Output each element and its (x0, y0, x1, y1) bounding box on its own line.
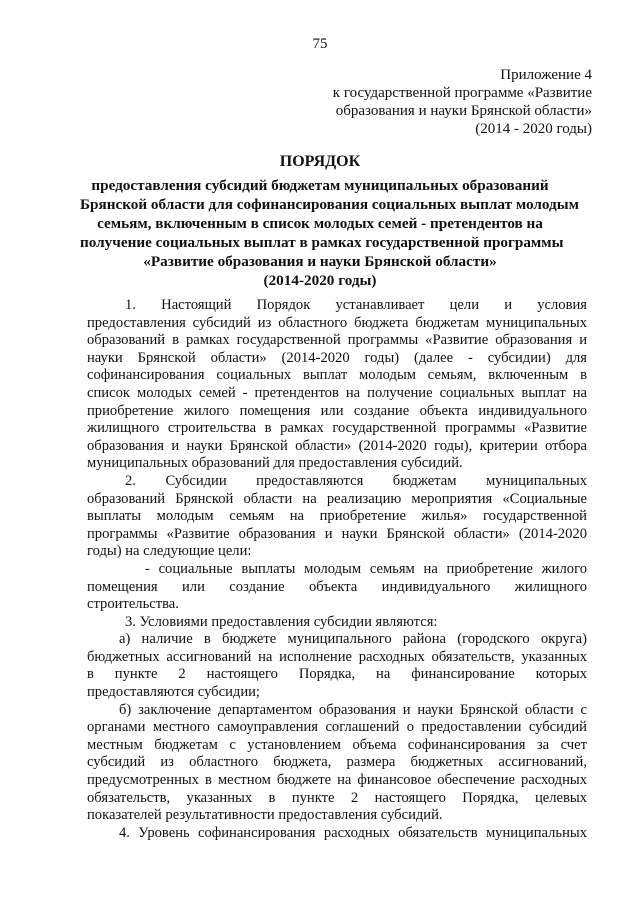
body-line: образований Брянской области на реализацию мероприятия «Социальные (87, 490, 587, 507)
body-line: жилищного строительства в рамках государственной программы «Развитие (87, 420, 587, 437)
subtitle-line: семьям, включенным в список молодых семей - претендентов на (97, 215, 543, 232)
body-line: помещения или создание объекта индивидуального жилищного (87, 578, 587, 595)
subtitle-line: «Развитие образования и науки Брянской области» (143, 253, 497, 270)
document-title: ПОРЯДОК (279, 153, 361, 170)
body-line: приобретение жилого помещения или создание объекта индивидуального (87, 402, 587, 419)
body-line: образования и науки Брянской области» (2014-2020 годы), критерии отбора (87, 437, 587, 454)
body-line: предоставляются субсидии; (87, 684, 260, 701)
body-line: выплаты молодым семьям на приобретение жилья» государственной (87, 508, 587, 525)
body-line: в пункте 2 настоящего Порядка, на финансирование которых (87, 666, 587, 683)
body-line: образований в рамках государственной программы «Развитие образования и (87, 332, 587, 349)
subtitle-line: (2014-2020 годы) (263, 272, 377, 289)
body-line: 4. Уровень софинансирования расходных обязательств муниципальных (119, 824, 587, 841)
page-number: 75 (312, 36, 328, 52)
subtitle-line: Брянской области для софинансирования социальных выплат молодым (80, 196, 579, 213)
body-line: список молодых семей - претендентов на получение социальных выплат на (87, 384, 587, 401)
body-line: субсидий из областного бюджета, размера бюджетных ассигнований, (87, 754, 587, 771)
body-line: предусмотренных в местном бюджете на финансовое обеспечение расходных (87, 772, 587, 789)
document-subtitle (80, 176, 579, 290)
body-line: 3. Условиями предоставления субсидии являются: (125, 613, 438, 630)
body-line: программы «Развитие образования и науки Брянской области» (2014-2020 (87, 525, 587, 542)
document-body (87, 297, 587, 842)
appendix-line: (2014 - 2020 годы) (475, 121, 592, 137)
body-line: а) наличие в бюджете муниципального района (городского округа) (119, 631, 587, 648)
body-line: б) заключение департаментом образования и науки Брянской области с (119, 701, 587, 718)
body-line: органами местного самоуправления соглашений о предоставлении субсидий (87, 719, 587, 736)
body-line: строительства. (87, 596, 179, 613)
body-line: софинансирования социальных выплат молодым семьям, включенным в (87, 367, 587, 384)
body-line: предоставления субсидий из областного бюджета бюджетам муниципальных (87, 314, 587, 331)
appendix-line: образования и науки Брянской области» (335, 103, 592, 119)
body-line: бюджетных ассигнований на исполнение расходных обязательств, указанных (87, 648, 587, 665)
appendix-block (333, 66, 592, 138)
subtitle-line: получение социальных выплат в рамках государственной программы (80, 234, 564, 251)
subtitle-line: предоставления субсидий бюджетам муниципальных образований (91, 177, 549, 194)
body-line: местным бюджетам с установлением объема софинансирования за счет (87, 736, 587, 753)
body-line: годы) на следующие цели: (87, 543, 252, 560)
appendix-line: к государственной программе «Развитие (332, 85, 592, 101)
body-line: муниципальных образований для предоставления субсидий. (87, 455, 463, 472)
body-line: науки Брянской области» (2014-2020 годы) (далее - субсидии) для (87, 349, 587, 366)
body-line: показателей результативности предоставления субсидий. (87, 807, 443, 824)
body-line: - социальные выплаты молодым семьям на приобретение жилого (145, 560, 587, 577)
appendix-line: Приложение 4 (500, 67, 592, 83)
body-line: обязательств, указанных в пункте 2 настоящего Порядка, целевых (87, 789, 587, 806)
body-line: 2. Субсидии предоставляются бюджетам муниципальных (125, 472, 587, 489)
body-line: 1. Настоящий Порядок устанавливает цели и условия (125, 297, 587, 313)
